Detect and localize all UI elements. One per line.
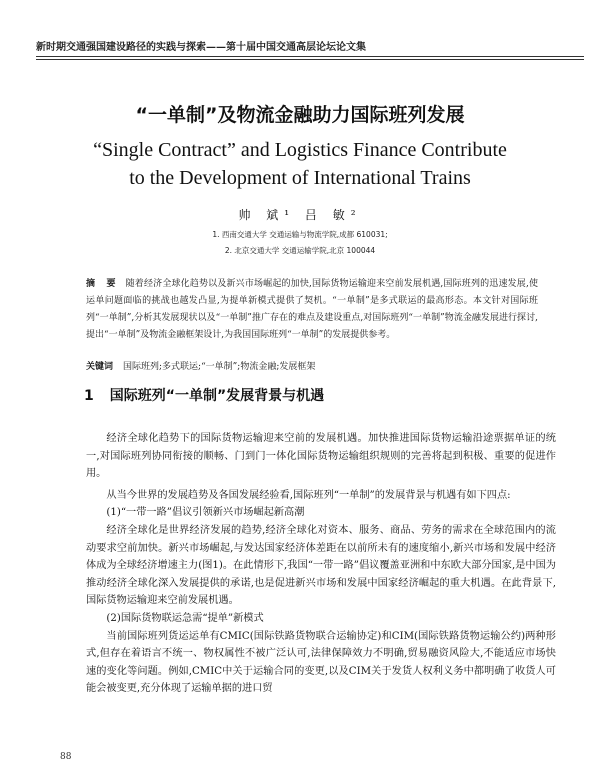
- body-text-block: [86, 430, 556, 698]
- keywords: [86, 360, 538, 374]
- page-number: 88: [60, 752, 72, 762]
- running-head: 新时期交通强国建设路径的实践与探索——第十届中国交通高层论坛论文集: [36, 42, 366, 53]
- title-english: [40, 136, 560, 192]
- keywords-text: 国际班列;多式联运;“一单制”;物流金融;发展框架: [123, 362, 316, 372]
- paragraph-3: 经济全球化是世界经济发展的趋势,经济全球化对资本、服务、商品、劳务的需求在全球范围内的流动要求空前加快。新兴市场崛起,与发达国家经济体差距在以前所未有的速度缩小,新兴市场和发展中经济体成为全球经济增速主力(图1)。在此情形下,我国“一带一路”倡议覆盖亚洲和中东欧大部分国家,是中国为推动经济全球化深入发展提供的承诺,也是促进新兴市场和发展中国家经济崛起的重大机遇。在此背景下,国际货物运输迎来空前发展机遇。: [86, 524, 556, 607]
- title-chinese: “一单制”及物流金融助力国际班列发展: [135, 104, 465, 126]
- subheading-2: (2)国际货物联运急需“提单”新模式: [106, 612, 264, 624]
- section-heading: [84, 385, 324, 405]
- abstract: [86, 276, 538, 344]
- paragraph-1: 经济全球化趋势下的国际货物运输迎来空前的发展机遇。加快推进国际货物运输沿途票据单证的统一,对国际班列协同衔接的顺畅、门到门一体化国际货物运输组织规则的完善将起到积极、重要的促进作用。: [86, 433, 556, 480]
- title-english-line-1: “Single Contract” and Logistics Finance Contribute: [93, 139, 507, 161]
- abstract-label: 摘 要: [86, 279, 120, 289]
- subheading-1: (1)“一带一路”倡议引领新兴市场崛起新高潮: [106, 507, 305, 519]
- header-rule-thick: [36, 56, 584, 57]
- paragraph-2: 从当今世界的发展趋势及各国发展经验看,国际班列“一单制”的发展背景与机遇有如下四点:: [106, 489, 511, 501]
- paragraph-4: 当前国际班列货运运单有CMIC(国际铁路货物联合运输协定)和CIM(国际铁路货物运输公约)两种形式,但存在着语言不统一、物权属性不被广泛认可,法律保障效力不明确,贸易融资风险大,不能适应市场快速的变化等问题。例如,CMIC中关于运输合同的变更,以及CIM关于发货人权利义务中都明确了收货人可能会被变更,充分体现了运输单据的进口贸: [86, 630, 556, 695]
- abstract-text: 随着经济全球化趋势以及新兴市场崛起的加快,国际货物运输迎来空前发展机遇,国际班列的迅速发展,使运单问题面临的挑战也越发凸显,为提单新模式提供了契机。“一单制”是多式联运的最高形态。本文针对国际班列“一单制”,分析其发展现状以及“一单制”推广存在的难点及建设重点,对国际班列“一单制”物流金融发展进行探讨,提出“一单制”及物流金融框架设计,为我国国际班列“一单制”的发展提供参考。: [86, 279, 538, 340]
- keywords-label: 关键词: [86, 362, 114, 372]
- affiliation-2: 2. 北京交通大学 交通运输学院,北京 100044: [224, 246, 376, 255]
- section-number: 1: [84, 388, 94, 404]
- title-english-line-2: to the Development of International Trains: [129, 167, 471, 189]
- header-rule-thin: [36, 59, 584, 60]
- section-title: 国际班列“一单制”发展背景与机遇: [109, 388, 325, 404]
- affiliation-1: 1. 西南交通大学 交通运输与物流学院,成都 610031;: [212, 230, 388, 239]
- authors: 帅 斌¹ 吕 敏²: [238, 208, 362, 222]
